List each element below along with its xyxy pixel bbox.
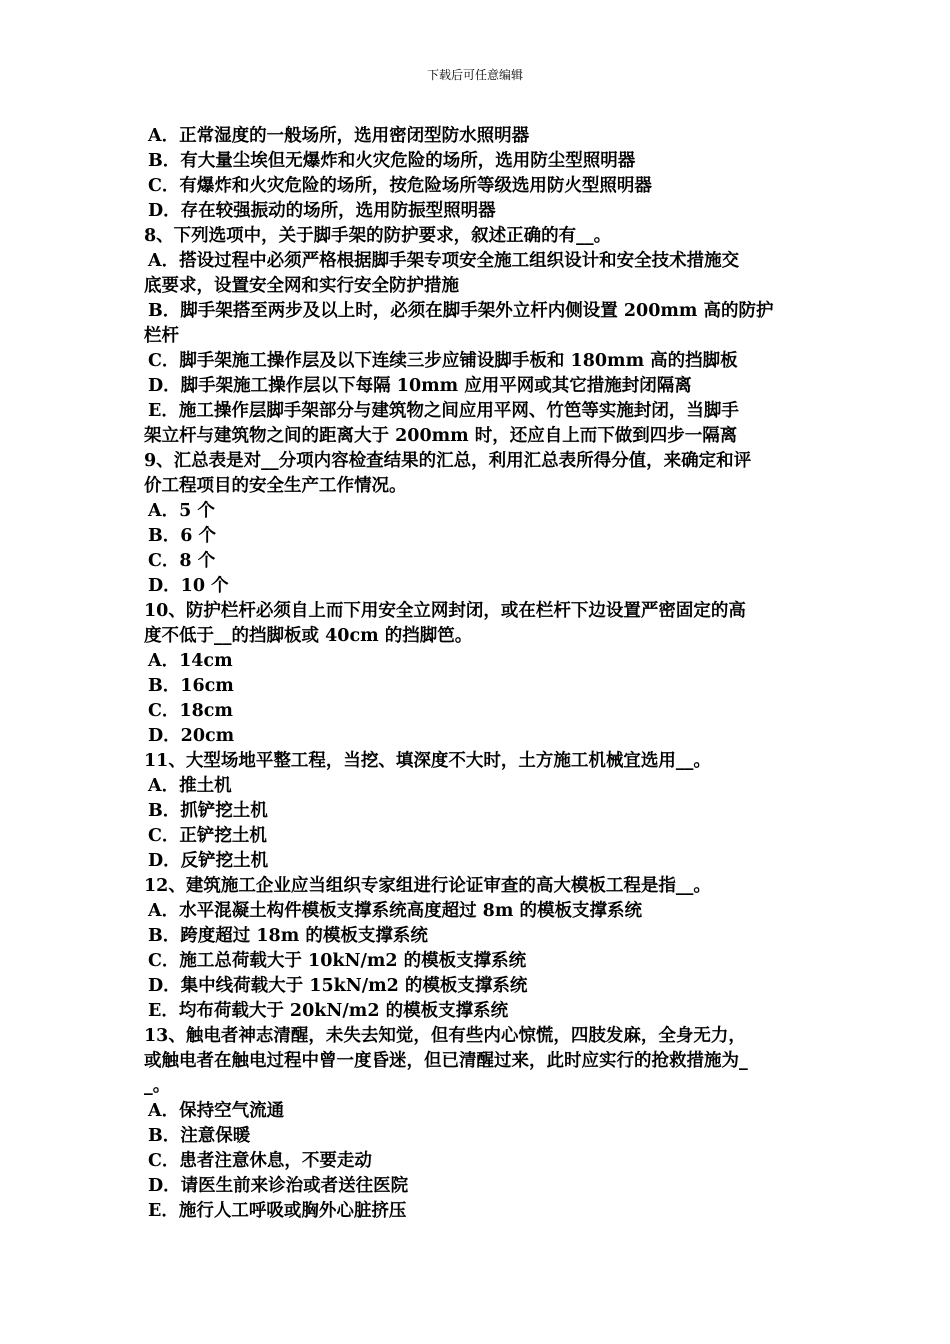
answer-option: A．水平混凝土构件模板支撑系统高度超过 8m 的模板支撑系统 <box>148 901 642 921</box>
answer-option: D．集中线荷载大于 15kN/m2 的模板支撑系统 <box>148 976 528 996</box>
question-text: 价工程项目的安全生产工作情况。 <box>144 476 407 496</box>
answer-option: A．14cm <box>148 651 233 671</box>
question-text: 11、大型场地平整工程，当挖、填深度不大时，土方施工机械宜选用__。 <box>144 751 711 771</box>
answer-option: D．存在较强振动的场所，选用防振型照明器 <box>148 201 496 221</box>
answer-option: C．有爆炸和火灾危险的场所，按危险场所等级选用防火型照明器 <box>148 176 652 196</box>
answer-option: B．跨度超过 18m 的模板支撑系统 <box>148 926 428 946</box>
answer-option: C．施工总荷载大于 10kN/m2 的模板支撑系统 <box>148 951 527 971</box>
header-note: 下载后可任意编辑 <box>426 68 523 82</box>
answer-option: A．正常湿度的一般场所，选用密闭型防水照明器 <box>148 126 530 146</box>
answer-option: A．保持空气流通 <box>148 1101 285 1121</box>
answer-option: B．注意保暖 <box>148 1126 251 1146</box>
answer-option: E．施工操作层脚手架部分与建筑物之间应用平网、竹笆等实施封闭，当脚手 <box>148 401 739 421</box>
answer-option: B．抓铲挖土机 <box>148 801 268 821</box>
answer-option: D．10 个 <box>148 576 229 596</box>
answer-option: E．均布荷载大于 20kN/m2 的模板支撑系统 <box>148 1001 509 1021</box>
question-text: 12、建筑施工企业应当组织专家组进行论证审查的高大模板工程是指__。 <box>144 876 711 896</box>
answer-option: B．有大量尘埃但无爆炸和火灾危险的场所，选用防尘型照明器 <box>148 151 636 171</box>
question-text: 栏杆 <box>144 326 179 346</box>
answer-option: A．推土机 <box>148 776 232 796</box>
question-text: 8、下列选项中，关于脚手架的防护要求，叙述正确的有__。 <box>144 226 612 246</box>
question-text: 度不低于__的挡脚板或 40cm 的挡脚笆。 <box>144 626 473 646</box>
question-text: 架立杆与建筑物之间的距离大于 200mm 时，还应自上而下做到四步一隔离 <box>144 426 738 446</box>
question-text: 底要求，设置安全网和实行安全防护措施 <box>144 276 459 296</box>
answer-option: A．搭设过程中必须严格根据脚手架专项安全施工组织设计和安全技术措施交 <box>148 251 740 271</box>
answer-option: D．请医生前来诊治或者送往医院 <box>148 1176 409 1196</box>
question-text: 10、防护栏杆必须自上而下用安全立网封闭，或在栏杆下边设置严密固定的高 <box>144 601 746 621</box>
question-text: 或触电者在触电过程中曾一度昏迷，但已清醒过来，此时应实行的抢救措施为_ <box>144 1051 748 1071</box>
answer-option: C．正铲挖土机 <box>148 826 267 846</box>
answer-option: D．脚手架施工操作层以下每隔 10mm 应用平网或其它措施封闭隔离 <box>148 376 692 396</box>
answer-option: C．18cm <box>148 701 233 721</box>
answer-option: E．施行人工呼吸或胸外心脏挤压 <box>148 1201 407 1221</box>
question-text: _。 <box>144 1076 171 1096</box>
answer-option: D．20cm <box>148 726 235 746</box>
answer-option: C．患者注意休息，不要走动 <box>148 1151 372 1171</box>
answer-option: B．脚手架搭至两步及以上时，必须在脚手架外立杆内侧设置 200mm 高的防护 <box>148 301 774 321</box>
question-text: 9、汇总表是对__分项内容检查结果的汇总，利用汇总表所得分值，来确定和评 <box>144 451 752 471</box>
answer-option: B．6 个 <box>148 526 217 546</box>
answer-option: B．16cm <box>148 676 234 696</box>
question-text: 13、触电者神志清醒，未失去知觉，但有些内心惊慌，四肢发麻，全身无力， <box>144 1026 746 1046</box>
answer-option: C．脚手架施工操作层及以下连续三步应铺设脚手板和 180mm 高的挡脚板 <box>148 351 738 371</box>
document-body <box>144 124 816 1224</box>
answer-option: D．反铲挖土机 <box>148 851 269 871</box>
answer-option: A．5 个 <box>148 501 215 521</box>
answer-option: C．8 个 <box>148 551 216 571</box>
